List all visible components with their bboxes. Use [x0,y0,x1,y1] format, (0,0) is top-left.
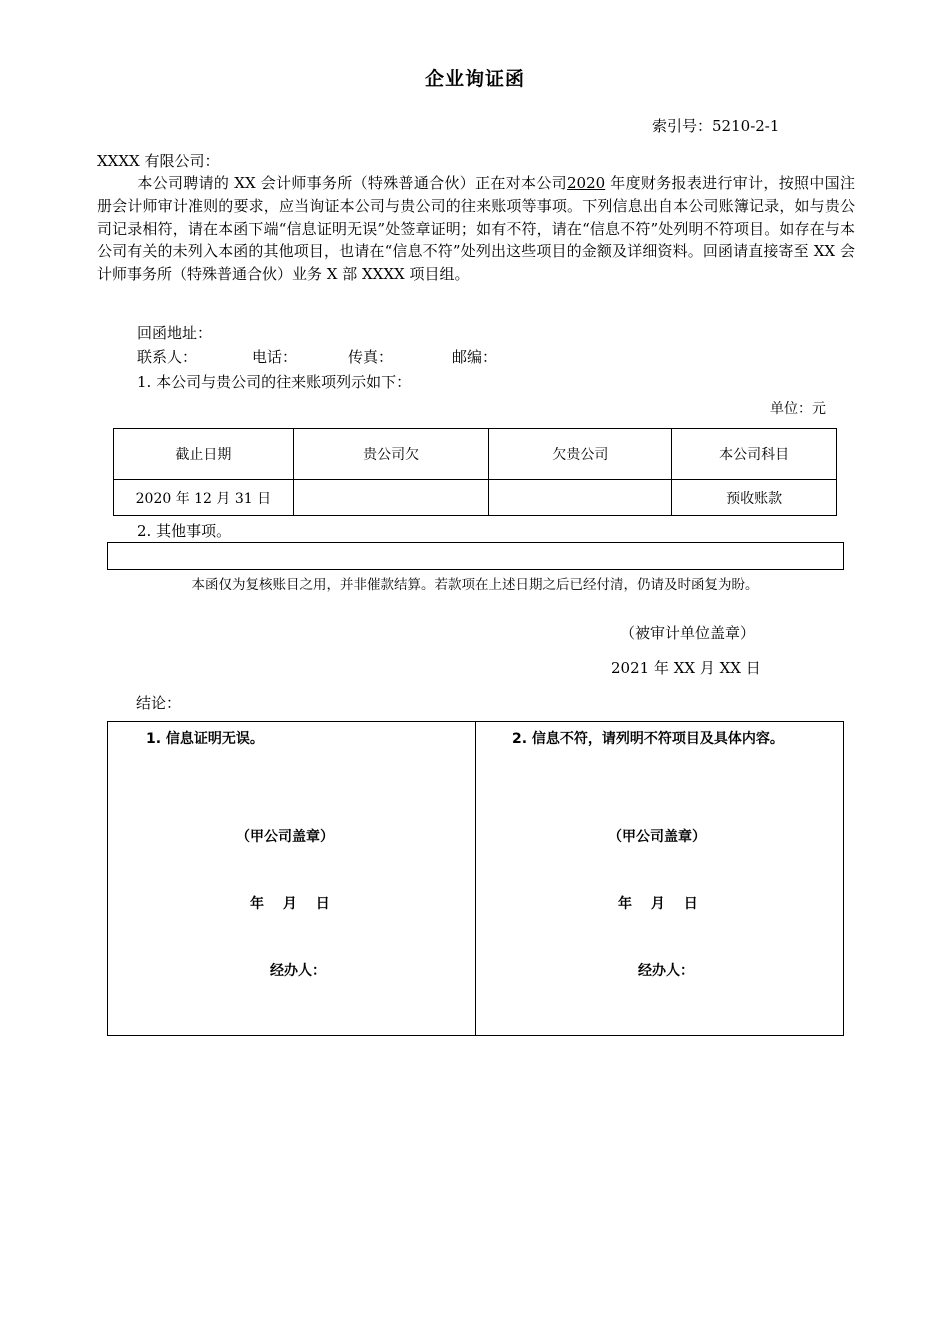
ledger-table [113,428,837,516]
index-number [652,115,779,136]
index-value: 5210-2-1 [712,117,780,135]
contact-person: 联系人： [137,348,198,366]
index-label: 索引号： [652,117,713,135]
paragraph-part-2: 年度财务报表进行审计，按照中国注册会计师审计准则的要求，应当询证本公司与贵公司的往来账项等事项。下列信息出自本公司账簿记录，如与贵公司记录相符，请在本函下端“信息证明无误”处签章证明；如有不符，请在“信息不符”处列明不符项目。如存在与本公司有关的未列入本函的其他项目，也请在“信息不符”处列出这些项目的金额及详细资料。回函请直接寄至 XX 会计师事务所（特殊普通合伙）业务 X 部 XXXX 项目组。 [97,174,855,284]
conclusion-confirmed [108,722,475,1035]
auditee-seal: （被审计单位盖章） [620,624,756,642]
confirmed-heading: 1. 信息证明无误。 [146,731,264,747]
contact-postcode: 邮编： [452,348,498,366]
cell-owed-by-you [293,480,489,516]
addressee: XXXX 有限公司： [97,152,220,170]
disclaimer-note: 本函仅为复核账目之用，并非催款结算。若款项在上述日期之后已经付清，仍请及时函复为盼。 [191,577,759,593]
other-matters-box [107,542,844,570]
conclusion-box [107,721,844,1036]
table-header-row [114,429,837,480]
cell-owed-to-you [489,480,672,516]
contact-fax: 传真： [348,348,394,366]
header-cutoff-date: 截止日期 [114,429,294,480]
contact-phone: 电话： [252,348,298,366]
paragraph-part-1: 本公司聘请的 XX 会计师事务所（特殊普通合伙）正在对本公司 [137,174,567,192]
discrepancy-handler: 经办人： [638,963,694,979]
confirmed-seal: （甲公司盖章） [236,829,334,845]
audit-year: 2020 [567,174,606,192]
letter-date: 2021 年 XX 月 XX 日 [611,659,761,677]
body-paragraph [97,172,855,286]
reply-address: 回函地址： [137,324,213,342]
cell-account: 预收账款 [672,480,837,516]
conclusion-label: 结论： [136,694,182,712]
conclusion-discrepancy [475,722,843,1035]
table-row [114,480,837,516]
letter-title: 企业询证函 [424,68,525,90]
unit-label: 单位：元 [770,401,826,417]
header-owed-to-you: 欠贵公司 [489,429,672,480]
cell-cutoff-date: 2020 年 12 月 31 日 [114,480,294,516]
header-owed-by-you: 贵公司欠 [293,429,489,480]
header-account: 本公司科目 [672,429,837,480]
confirmed-date: 年 月 日 [250,896,330,912]
discrepancy-heading: 2. 信息不符，请列明不符项目及具体内容。 [512,731,784,747]
section-2-heading: 2. 其他事项。 [137,522,232,540]
discrepancy-date: 年 月 日 [618,896,698,912]
confirmed-handler: 经办人： [270,963,326,979]
discrepancy-seal: （甲公司盖章） [608,829,706,845]
section-1-heading: 1. 本公司与贵公司的往来账项列示如下： [137,373,412,391]
